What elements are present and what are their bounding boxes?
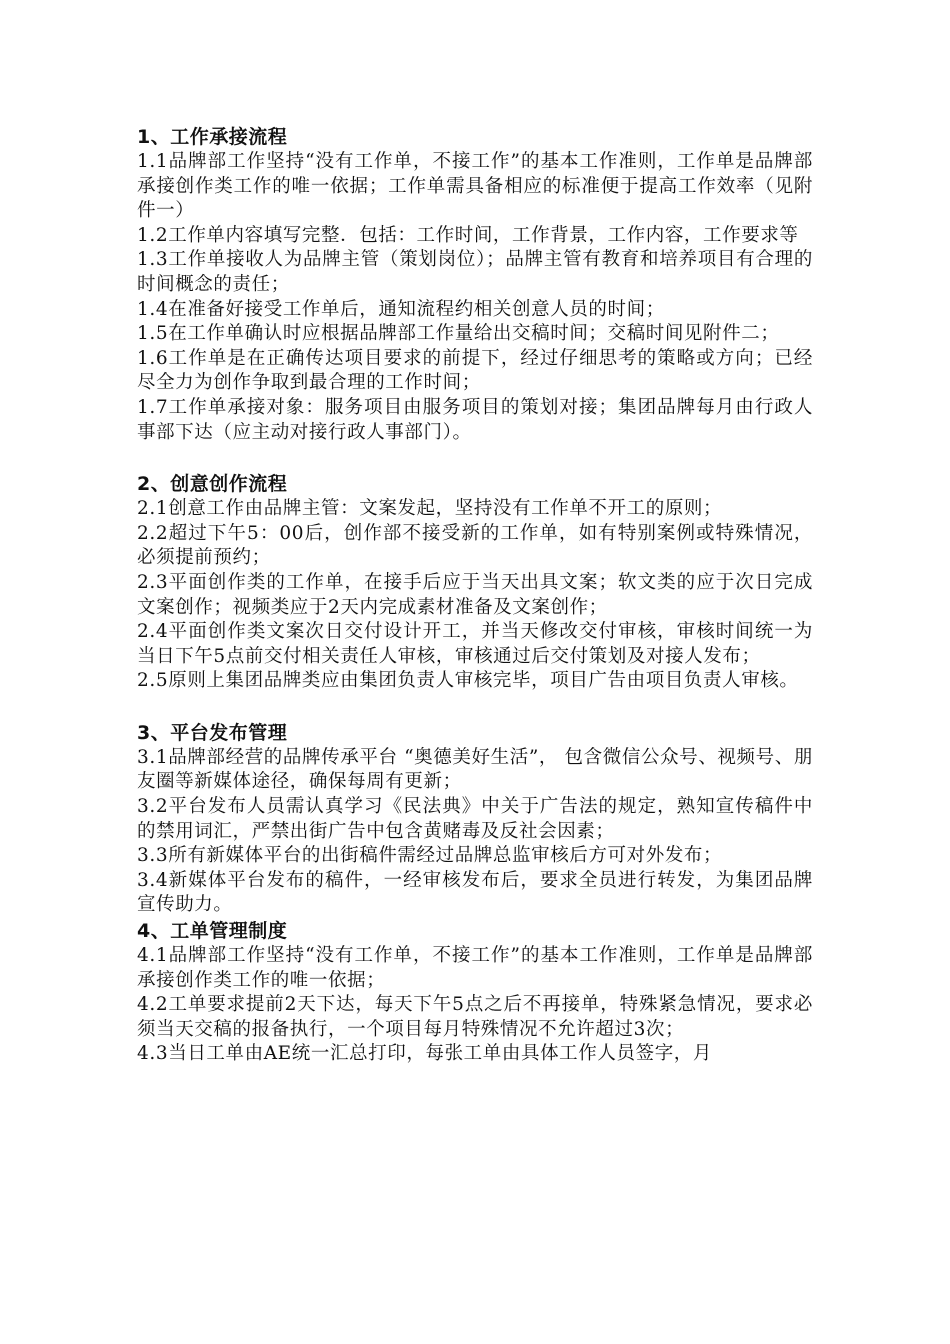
paragraph: 4.2工单要求提前2天下达，每天下午5点之后不再接单，特殊紧急情况，要求必须当天交稿的报备执行，一个项目每月特殊情况不允许超过3次； (137, 994, 813, 1040)
section-heading: 4、工单管理制度 (137, 920, 288, 943)
section-heading: 2、创意创作流程 (137, 473, 288, 496)
section-creative-process (137, 471, 813, 694)
section-work-order-management (137, 918, 813, 1067)
paragraph: 2.5原则上集团品牌类应由集团负责人审核完毕，项目广告由项目负责人审核。 (137, 670, 799, 692)
paragraph: 1.6工作单是在正确传达项目要求的前提下，经过仔细思考的策略或方向；已经尽全力为创作争取到最合理的工作时间； (137, 347, 813, 394)
section-platform-publishing (137, 720, 813, 918)
paragraph: 1.4在准备好接受工作单后，通知流程约相关创意人员的时间； (137, 298, 665, 320)
paragraph: 3.4新媒体平台发布的稿件，一经审核发布后，要求全员进行转发，为集团品牌宣传助力。 (137, 869, 813, 916)
paragraph: 1.5在工作单确认时应根据品牌部工作量给出交稿时间；交稿时间见附件二； (137, 323, 780, 345)
paragraph: 1.3工作单接收人为品牌主管（策划岗位）；品牌主管有教育和培养项目有合理的时间概念的责任； (137, 249, 813, 295)
paragraph: 4.3当日工单由AE统一汇总打印，每张工单由具体工作人员签字，月 (137, 1043, 712, 1065)
document-page (137, 124, 813, 1067)
paragraph: 1.1品牌部工作坚持“没有工作单，不接工作”的基本工作准则，工作单是品牌部承接创作类工作的唯一依据；工作单需具备相应的标准便于提高工作效率（见附件一） (137, 151, 813, 222)
paragraph: 2.4平面创作类文案次日交付设计开工，并当天修改交付审核，审核时间统一为当日下午5点前交付相关责任人审核，审核通过后交付策划及对接人发布； (137, 621, 813, 667)
paragraph: 3.2平台发布人员需认真学习《民法典》中关于广告法的规定，熟知宣传稿件中的禁用词汇，严禁出街广告中包含黄赌毒及反社会因素； (137, 796, 813, 842)
paragraph: 2.3平面创作类的工作单，在接手后应于当天出具文案；软文类的应于次日完成文案创作；视频类应于2天内完成素材准备及文案创作； (137, 571, 813, 618)
paragraph: 3.1品牌部经营的品牌传承平台 “奥德美好生活”， 包含微信公众号、视频号、朋友圈等新媒体途径，确保每周有更新； (137, 746, 813, 793)
section-heading: 1、工作承接流程 (137, 126, 288, 148)
paragraph: 1.2工作单内容填写完整．包括：工作时间，工作背景，工作内容，工作要求等 (137, 224, 799, 246)
section-heading: 3、平台发布管理 (137, 721, 288, 744)
paragraph: 2.1创意工作由品牌主管：文案发起，坚持没有工作单不开工的原则； (137, 498, 723, 520)
paragraph: 2.2超过下午5：00后，创作部不接受新的工作单，如有特别案例或特殊情况，必须提前预约； (137, 522, 813, 569)
section-work-intake (137, 124, 813, 445)
paragraph: 4.1品牌部工作坚持“没有工作单，不接工作”的基本工作准则，工作单是品牌部承接创作类工作的唯一依据； (137, 945, 813, 991)
paragraph: 3.3所有新媒体平台的出街稿件需经过品牌总监审核后方可对外发布； (137, 845, 723, 867)
paragraph: 1.7工作单承接对象：服务项目由服务项目的策划对接；集团品牌每月由行政人事部下达（应主动对接行政人事部门）。 (137, 396, 813, 443)
